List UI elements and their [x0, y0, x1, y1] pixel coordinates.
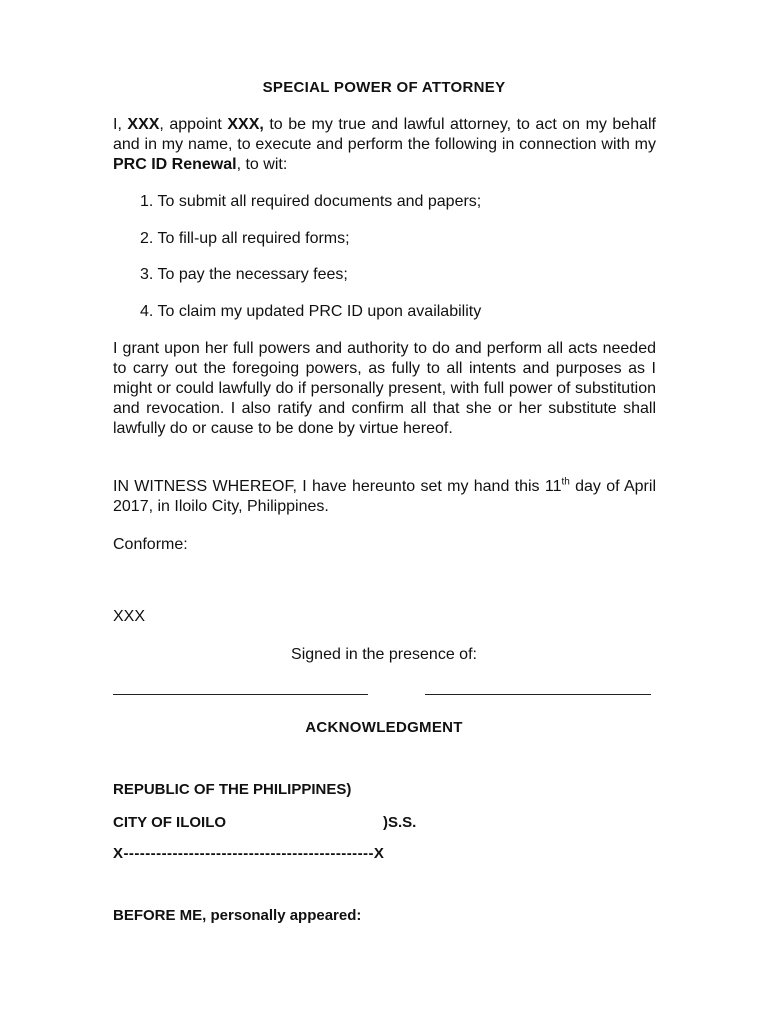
intro-text-4: , to wit:: [236, 156, 288, 173]
witness-signature-line-2: [425, 694, 651, 695]
signatory-name: XXX: [113, 608, 146, 625]
purpose-text: PRC ID Renewal: [113, 156, 237, 173]
witness-ordinal: th: [561, 476, 570, 488]
before-me-label: BEFORE ME,: [113, 907, 207, 924]
witness-text-2: day of April 2017, in Iloilo City, Philippines.: [113, 478, 656, 515]
acknowledgment-title: ACKNOWLEDGMENT: [305, 719, 463, 736]
witness-text-1: IN WITNESS WHEREOF, I have hereunto set my hand this 11: [113, 478, 562, 495]
ss-marker: )S.S.: [383, 814, 417, 831]
attorney-name: XXX,: [227, 116, 264, 133]
separator-line: X----------------------------------------------X: [113, 845, 385, 862]
intro-text-3: to be my true and lawful attorney, to act on my behalf and in my name, to execute and perform the following in connection with my: [113, 116, 657, 153]
conforme-label: Conforme:: [113, 536, 188, 553]
intro-text-2: , appoint: [159, 116, 228, 133]
principal-name: XXX: [127, 116, 160, 133]
witness-paragraph: [113, 477, 656, 517]
act-item-2: 2. To fill-up all required forms;: [140, 230, 350, 247]
intro-paragraph: [113, 115, 656, 175]
city-line: CITY OF ILOILO: [113, 814, 227, 831]
grant-paragraph: I grant upon her full powers and authority to do and perform all acts needed to carry out the foregoing powers, as fully to all intents and purposes as I might or could lawfully do if personally present, with full power of substitution and revocation. I also ratify and confirm all that she or her substitute shall lawfully do or cause to be done by virtue hereof.: [113, 340, 656, 437]
act-item-1: 1. To submit all required documents and papers;: [140, 193, 482, 210]
before-me-rest: personally appeared:: [206, 907, 362, 924]
before-me-line: [113, 906, 361, 926]
signed-presence-label: Signed in the presence of:: [291, 646, 477, 663]
witness-signature-line-1: [113, 694, 368, 695]
act-item-3: 3. To pay the necessary fees;: [140, 266, 348, 283]
document-title: SPECIAL POWER OF ATTORNEY: [262, 79, 506, 96]
republic-line: REPUBLIC OF THE PHILIPPINES): [113, 781, 352, 798]
intro-text-1: I,: [113, 116, 128, 133]
act-item-4: 4. To claim my updated PRC ID upon availability: [140, 303, 482, 320]
